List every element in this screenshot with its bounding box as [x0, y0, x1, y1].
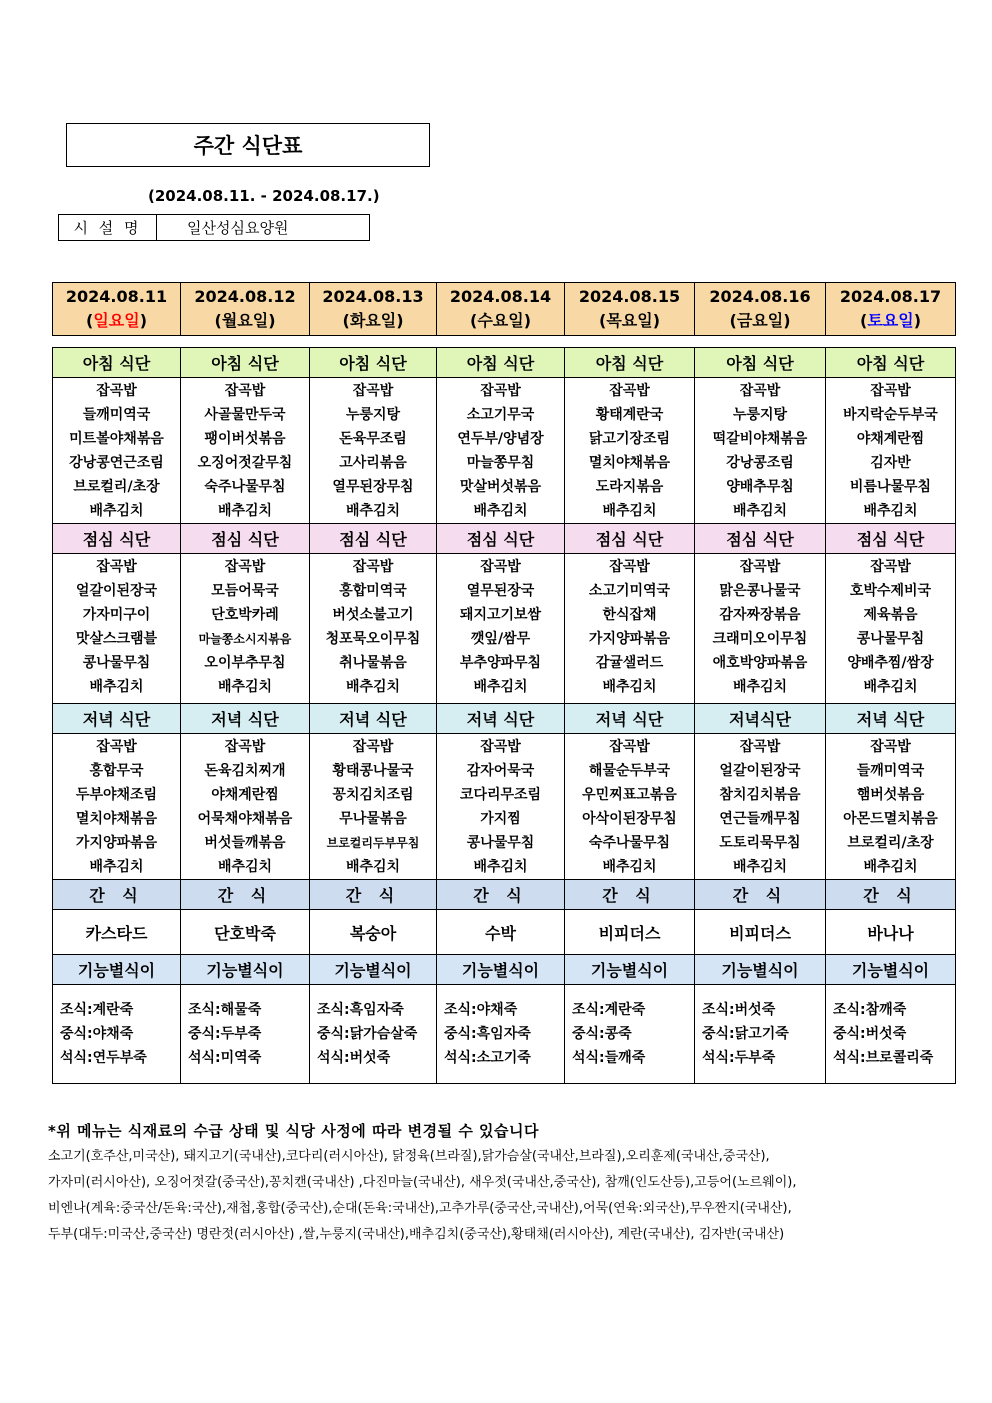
lunch-header: 점심 식단	[310, 524, 437, 554]
lunch-menu-cell	[437, 554, 565, 704]
menu-item: 감자짜장볶음	[719, 607, 801, 623]
menu-item: 소고기무국	[466, 407, 535, 423]
breakfast-menu-cell	[310, 378, 437, 524]
menu-item: 양배추찜/쌈장	[847, 655, 934, 671]
lunch-menu-cell	[181, 554, 310, 704]
lunch-menu-cell	[565, 554, 695, 704]
day-date: 2024.08.13	[322, 287, 424, 306]
menu-item: 잡곡밥	[96, 383, 137, 399]
menu-item: 김자반	[870, 455, 911, 471]
origin-text: 가자미(러시아산), 오징어젓갈(중국산),꽁치캔(국내산) ,다진마늘(국내산), 새우젓(국내산,중국산), 참깨(인도산등),고등어(노르웨이),	[48, 1175, 797, 1190]
menu-item: 누룽지탕	[732, 407, 788, 423]
menu-item: 도라지볶음	[595, 479, 664, 495]
menu-item: 황태콩나물국	[332, 763, 414, 779]
breakfast-header-row	[53, 348, 956, 378]
origin-text: 비엔나(계육:중국산/돈육:국산),재첩,홍합(중국산),순대(돈육:국내산),고추가루(중국산,국내산),어묵(연육:외국산),무우짠지(국내산),	[48, 1201, 792, 1216]
menu-item: 버섯들깨볶음	[204, 835, 286, 851]
dinner-header: 저녁 식단	[565, 704, 695, 734]
dinner-header: 저녁식단	[695, 704, 826, 734]
menu-item: 가자미구이	[82, 607, 151, 623]
day-date: 2024.08.15	[578, 287, 681, 306]
snack-item: 비피더스	[565, 910, 695, 955]
menu-item: 양배추무침	[726, 479, 794, 495]
menu-item: 미트볼야채볶음	[69, 431, 164, 447]
day-header: 2024.08.17 (토요일)	[826, 283, 956, 336]
menu-item: 부추양파무침	[459, 655, 542, 671]
functional-item: 조식:버섯죽	[702, 1002, 776, 1018]
dinner-header: 저녁 식단	[53, 704, 181, 734]
functional-item: 중식:야채죽	[60, 1026, 134, 1042]
menu-item: 배추김치	[473, 859, 528, 875]
menu-item: 브로컬리두부무침	[326, 836, 420, 850]
date-header-table	[52, 282, 956, 336]
snack-header: 간 식	[53, 880, 181, 910]
day-header: 2024.08.16 (금요일)	[695, 283, 826, 336]
menu-item: 잡곡밥	[96, 559, 137, 575]
menu-item: 잡곡밥	[224, 739, 266, 755]
day-weekday: 금요일	[736, 311, 784, 330]
functional-item: 석식:들깨죽	[572, 1050, 646, 1066]
snack-header: 간 식	[437, 880, 565, 910]
menu-item: 배추김치	[217, 679, 273, 695]
menu-item: 해물순두부국	[588, 763, 671, 779]
day-weekday: 수요일	[477, 311, 524, 330]
menu-item: 고사리볶음	[339, 455, 407, 471]
menu-item: 애호박양파볶음	[712, 655, 808, 671]
breakfast-header: 아침 식단	[310, 348, 437, 378]
menu-item: 잡곡밥	[609, 739, 650, 755]
day-date: 2024.08.11	[65, 287, 168, 306]
menu-period: (2024.08.11. - 2024.08.17.)	[148, 187, 380, 205]
snack-item: 카스타드	[53, 910, 181, 955]
functional-item: 석식:미역죽	[188, 1050, 262, 1066]
menu-item: 가지양파볶음	[75, 835, 158, 851]
menu-item: 배추김치	[863, 503, 918, 519]
menu-item: 잡곡밥	[352, 739, 394, 755]
breakfast-menu-cell	[695, 378, 826, 524]
functional-item: 석식:브로콜리죽	[833, 1050, 934, 1066]
breakfast-header: 아침 식단	[53, 348, 181, 378]
snack-header: 간 식	[826, 880, 956, 910]
menu-item: 모듬어묵국	[211, 583, 279, 599]
menu-item: 숙주나물무침	[204, 479, 286, 495]
functional-cell	[437, 985, 565, 1084]
menu-item: 취나물볶음	[339, 655, 407, 671]
functional-header-row	[53, 955, 956, 985]
day-header: 2024.08.12 (월요일)	[181, 283, 310, 336]
day-header: 2024.08.13 (화요일)	[310, 283, 437, 336]
menu-item: 배추김치	[863, 679, 918, 695]
menu-item: 깻잎/쌈무	[470, 631, 531, 647]
menu-item: 가지찜	[480, 811, 521, 827]
menu-item: 잡곡밥	[480, 559, 521, 575]
menu-item: 배추김치	[345, 503, 401, 519]
menu-item: 바지락순두부국	[843, 407, 938, 423]
functional-item: 조식:참깨죽	[833, 1002, 907, 1018]
notice-text: *위 메뉴는 식재료의 수급 상태 및 식당 사정에 따라 변경될 수 있습니다	[48, 1122, 540, 1140]
menu-item: 맛살버섯볶음	[459, 479, 542, 495]
menu-item: 배추김치	[602, 859, 657, 875]
menu-item: 마늘쫑소시지볶음	[198, 632, 292, 646]
menu-item: 잡곡밥	[739, 559, 781, 575]
menu-item: 감자어묵국	[466, 763, 535, 779]
day-header: 2024.08.15 (목요일)	[565, 283, 695, 336]
menu-item: 멸치야채볶음	[588, 455, 671, 471]
day-weekday: 월요일	[221, 311, 269, 330]
breakfast-menu-cell	[53, 378, 181, 524]
menu-item: 마늘쫑무침	[466, 455, 535, 471]
menu-item: 청포묵오이무침	[325, 631, 421, 647]
menu-item: 숙주나물무침	[588, 835, 671, 851]
dinner-items-row	[53, 734, 956, 880]
functional-item: 조식:해물죽	[188, 1002, 262, 1018]
menu-item: 배추김치	[217, 503, 273, 519]
menu-item: 잡곡밥	[224, 559, 266, 575]
menu-item: 한식잡채	[602, 607, 657, 623]
functional-item: 석식:연두부죽	[60, 1050, 147, 1066]
lunch-header: 점심 식단	[53, 524, 181, 554]
menu-item: 배추김치	[732, 503, 788, 519]
menu-item: 배추김치	[863, 859, 918, 875]
menu-item: 열무된장무침	[332, 479, 414, 495]
menu-item: 잡곡밥	[96, 739, 137, 755]
breakfast-header: 아침 식단	[181, 348, 310, 378]
menu-item: 브로컬리/초장	[847, 835, 934, 851]
menu-item: 오징어젓갈무침	[197, 455, 293, 471]
functional-item: 조식:계란죽	[572, 1002, 646, 1018]
menu-item: 들깨미역국	[856, 763, 925, 779]
day-weekday: 토요일	[867, 311, 914, 330]
day-date: 2024.08.17	[839, 287, 942, 306]
functional-header: 기능별식이	[181, 955, 310, 985]
snack-header-row	[53, 880, 956, 910]
menu-item: 멸치야채볶음	[75, 811, 158, 827]
menu-item: 감귤샐러드	[595, 655, 664, 671]
menu-item: 호박수제비국	[849, 583, 932, 599]
menu-item: 연두부/양념장	[457, 431, 544, 447]
dinner-header: 저녁 식단	[310, 704, 437, 734]
menu-item: 단호박카레	[211, 607, 279, 623]
menu-item: 팽이버섯볶음	[204, 431, 286, 447]
menu-item: 돈육김치찌개	[204, 763, 286, 779]
lunch-header: 점심 식단	[565, 524, 695, 554]
menu-item: 두부야채조림	[75, 787, 158, 803]
lunch-menu-cell	[53, 554, 181, 704]
menu-item: 황태계란국	[595, 407, 664, 423]
breakfast-menu-cell	[826, 378, 956, 524]
menu-item: 잡곡밥	[480, 383, 521, 399]
snack-items-row	[53, 910, 956, 955]
functional-item: 석식:두부죽	[702, 1050, 776, 1066]
functional-item: 중식:버섯죽	[833, 1026, 907, 1042]
dinner-menu-cell	[53, 734, 181, 880]
menu-item: 제육볶음	[863, 607, 918, 623]
menu-item: 잡곡밥	[609, 559, 650, 575]
functional-cell	[695, 985, 826, 1084]
menu-item: 배추김치	[345, 679, 401, 695]
menu-item: 맑은콩나물국	[719, 583, 801, 599]
day-weekday: 일요일	[93, 311, 140, 330]
menu-item: 누룽지탕	[345, 407, 401, 423]
breakfast-items-row	[53, 378, 956, 524]
functional-header: 기능별식이	[437, 955, 565, 985]
day-header: 2024.08.11 (일요일)	[53, 283, 181, 336]
notes-section	[48, 1118, 958, 1248]
menu-item: 비름나물무침	[849, 479, 932, 495]
menu-item: 아몬드멸치볶음	[843, 811, 938, 827]
functional-header: 기능별식이	[310, 955, 437, 985]
functional-item: 중식:닭가슴살죽	[317, 1026, 418, 1042]
lunch-items-row	[53, 554, 956, 704]
menu-item: 잡곡밥	[609, 383, 650, 399]
menu-item: 야채계란찜	[856, 431, 925, 447]
functional-item: 조식:계란죽	[60, 1002, 134, 1018]
menu-item: 잡곡밥	[480, 739, 521, 755]
breakfast-header: 아침 식단	[695, 348, 826, 378]
breakfast-menu-cell	[181, 378, 310, 524]
page-title: 주간 식단표	[66, 123, 430, 167]
dinner-header: 저녁 식단	[181, 704, 310, 734]
dinner-menu-cell	[695, 734, 826, 880]
functional-item: 중식:닭고기죽	[702, 1026, 789, 1042]
menu-item: 햄버섯볶음	[856, 787, 925, 803]
menu-item: 야채계란찜	[211, 787, 279, 803]
menu-item: 코다리무조림	[459, 787, 542, 803]
functional-item: 석식:소고기죽	[444, 1050, 531, 1066]
menu-item: 배추김치	[89, 679, 144, 695]
day-date: 2024.08.14	[449, 287, 552, 306]
menu-item: 무나물볶음	[339, 811, 407, 827]
menu-item: 오이부추무침	[204, 655, 286, 671]
snack-item: 비피더스	[695, 910, 826, 955]
menu-item: 브로컬리/초장	[73, 479, 160, 495]
menu-item: 홍합무국	[89, 763, 144, 779]
functional-cell	[826, 985, 956, 1084]
menu-item: 잡곡밥	[224, 383, 266, 399]
facility-name: 일산성심요양원	[187, 219, 289, 237]
day-date: 2024.08.16	[709, 287, 811, 306]
functional-header: 기능별식이	[826, 955, 956, 985]
menu-item: 소고기미역국	[588, 583, 671, 599]
menu-item: 돈육무조림	[339, 431, 407, 447]
menu-item: 잡곡밥	[870, 383, 911, 399]
snack-header: 간 식	[695, 880, 826, 910]
menu-item: 배추김치	[89, 503, 144, 519]
breakfast-menu-cell	[565, 378, 695, 524]
menu-item: 가지양파볶음	[588, 631, 671, 647]
menu-item: 콩나물무침	[466, 835, 535, 851]
dinner-header: 저녁 식단	[826, 704, 956, 734]
menu-item: 버섯소불고기	[332, 607, 414, 623]
functional-item: 조식:흑임자죽	[317, 1002, 404, 1018]
menu-item: 얼갈이된장국	[719, 763, 801, 779]
snack-item: 복숭아	[310, 910, 437, 955]
lunch-menu-cell	[310, 554, 437, 704]
menu-item: 잡곡밥	[739, 383, 781, 399]
dinner-menu-cell	[437, 734, 565, 880]
dinner-header: 저녁 식단	[437, 704, 565, 734]
menu-item: 우민찌표고볶음	[582, 787, 677, 803]
facility-box	[58, 214, 370, 241]
facility-label: 시 설 명	[59, 215, 157, 240]
dinner-menu-cell	[181, 734, 310, 880]
day-weekday: 목요일	[606, 311, 653, 330]
functional-item: 중식:흑임자죽	[444, 1026, 531, 1042]
dinner-menu-cell	[310, 734, 437, 880]
menu-item: 강낭콩조림	[726, 455, 794, 471]
menu-item: 홍합미역국	[339, 583, 407, 599]
menu-item: 잡곡밥	[870, 739, 911, 755]
lunch-menu-cell	[826, 554, 956, 704]
menu-item: 떡갈비야채볶음	[712, 431, 808, 447]
menu-item: 돼지고기보쌈	[459, 607, 542, 623]
menu-item: 맛살스크램블	[75, 631, 158, 647]
dinner-menu-cell	[565, 734, 695, 880]
menu-item: 배추김치	[732, 859, 788, 875]
functional-item: 중식:콩죽	[572, 1026, 632, 1042]
snack-item: 수박	[437, 910, 565, 955]
menu-item: 배추김치	[217, 859, 273, 875]
day-weekday: 화요일	[349, 311, 397, 330]
lunch-header: 점심 식단	[437, 524, 565, 554]
lunch-header: 점심 식단	[695, 524, 826, 554]
day-date: 2024.08.12	[194, 287, 296, 306]
snack-item: 단호박죽	[181, 910, 310, 955]
menu-item: 크래미오이무침	[712, 631, 808, 647]
origin-text: 두부(대두:미국산,중국산) 명란젓(러시아산) ,쌀,누룽지(국내산),배추김치(중국산),황태채(러시아산), 계란(국내산), 김자반(국내산)	[48, 1227, 785, 1242]
day-header: 2024.08.14 (수요일)	[437, 283, 565, 336]
lunch-menu-cell	[695, 554, 826, 704]
dinner-menu-cell	[826, 734, 956, 880]
menu-item: 콩나물무침	[856, 631, 925, 647]
menu-item: 배추김치	[732, 679, 788, 695]
menu-item: 배추김치	[473, 679, 528, 695]
functional-item: 석식:버섯죽	[317, 1050, 391, 1066]
menu-item: 도토리묵무침	[719, 835, 801, 851]
menu-item: 잡곡밥	[739, 739, 781, 755]
menu-table	[52, 347, 956, 1084]
lunch-header: 점심 식단	[181, 524, 310, 554]
menu-item: 잡곡밥	[352, 559, 394, 575]
breakfast-header: 아침 식단	[826, 348, 956, 378]
functional-cell	[181, 985, 310, 1084]
functional-cell	[565, 985, 695, 1084]
menu-item: 잡곡밥	[870, 559, 911, 575]
menu-item: 강낭콩연근조림	[69, 455, 164, 471]
functional-header: 기능별식이	[695, 955, 826, 985]
breakfast-menu-cell	[437, 378, 565, 524]
menu-item: 들깨미역국	[82, 407, 151, 423]
functional-cell	[310, 985, 437, 1084]
menu-item: 사골물만두국	[204, 407, 286, 423]
menu-item: 얼갈이된장국	[75, 583, 158, 599]
breakfast-header: 아침 식단	[565, 348, 695, 378]
menu-item: 콩나물무침	[82, 655, 151, 671]
functional-header: 기능별식이	[53, 955, 181, 985]
lunch-header: 점심 식단	[826, 524, 956, 554]
dinner-header-row	[53, 704, 956, 734]
functional-item: 중식:두부죽	[188, 1026, 262, 1042]
menu-item: 어묵채야채볶음	[197, 811, 293, 827]
menu-item: 잡곡밥	[352, 383, 394, 399]
menu-item: 꽁치김치조림	[332, 787, 414, 803]
menu-item: 배추김치	[89, 859, 144, 875]
menu-item: 배추김치	[602, 679, 657, 695]
menu-item: 열무된장국	[466, 583, 535, 599]
breakfast-header: 아침 식단	[437, 348, 565, 378]
menu-item: 아삭이된장무침	[582, 811, 677, 827]
functional-cell	[53, 985, 181, 1084]
menu-item: 배추김치	[345, 859, 401, 875]
origin-text: 소고기(호주산,미국산), 돼지고기(국내산),코다리(러시아산), 닭정육(브라질),닭가슴살(국내산,브라질),오리훈제(국내산,중국산),	[48, 1149, 770, 1164]
functional-header: 기능별식이	[565, 955, 695, 985]
functional-items-row	[53, 985, 956, 1084]
snack-header: 간 식	[565, 880, 695, 910]
snack-item: 바나나	[826, 910, 956, 955]
lunch-header-row	[53, 524, 956, 554]
snack-header: 간 식	[181, 880, 310, 910]
menu-item: 배추김치	[602, 503, 657, 519]
functional-item: 조식:야채죽	[444, 1002, 518, 1018]
snack-header: 간 식	[310, 880, 437, 910]
menu-item: 참치김치볶음	[719, 787, 801, 803]
menu-item: 배추김치	[473, 503, 528, 519]
menu-item: 닭고기장조림	[588, 431, 671, 447]
menu-item: 연근들깨무침	[719, 811, 801, 827]
